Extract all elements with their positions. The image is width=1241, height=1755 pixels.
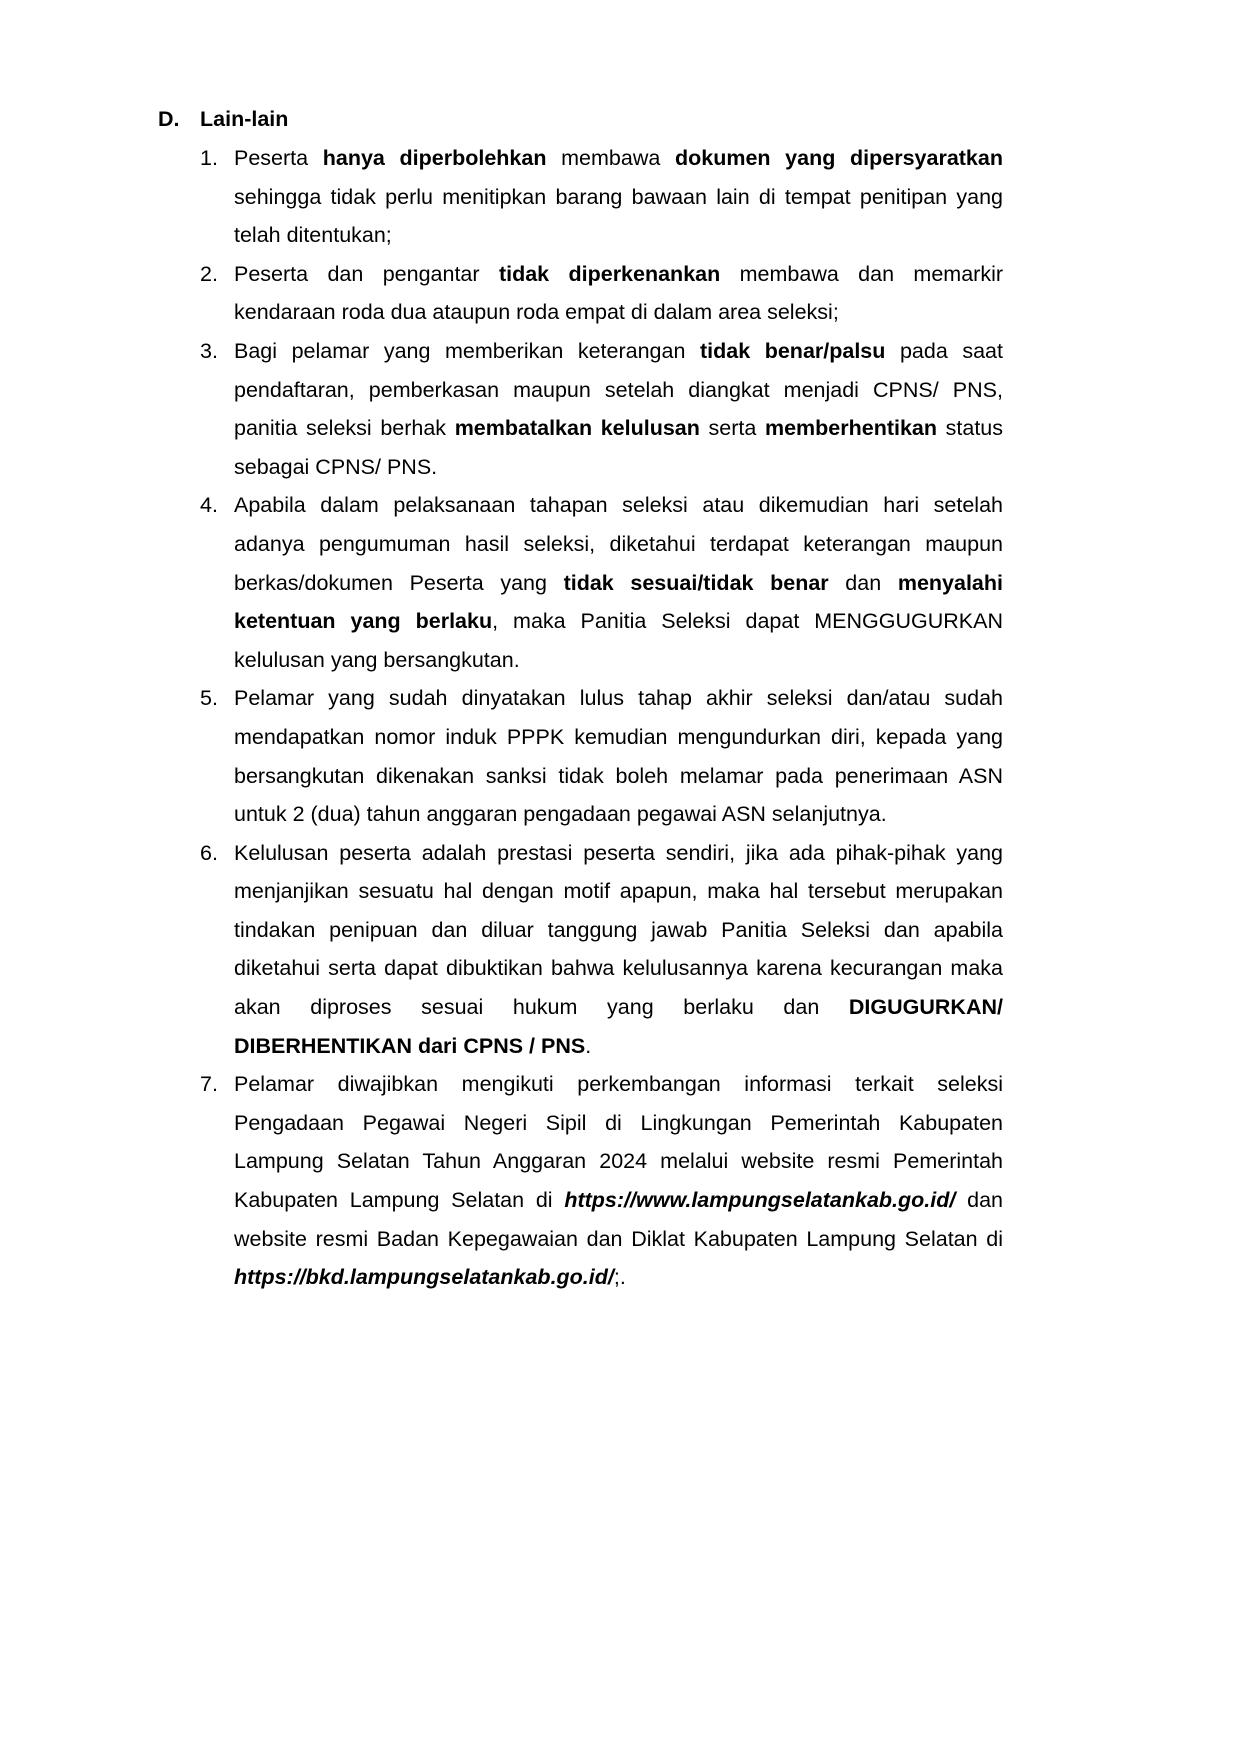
body-text: serta (699, 416, 765, 441)
list-item (200, 332, 1003, 486)
website-link[interactable]: https://bkd.lampungselatankab.go.id/ (234, 1265, 614, 1290)
body-text: ;. (613, 1265, 626, 1290)
list-item-text (234, 493, 1003, 671)
rules-list (200, 139, 1003, 1297)
list-item-text (234, 146, 1003, 247)
emphasis-text: membatalkan kelulusan (454, 416, 700, 441)
list-item (200, 834, 1003, 1066)
list-item-text (234, 841, 1003, 1058)
body-text: dan (828, 570, 898, 595)
list-item-text (234, 339, 1003, 479)
list-item-number: 6. (200, 840, 218, 865)
emphasis-text: memberhentikan (764, 416, 938, 441)
body-text: membawa dan memarkir kendaraan roda dua ataupun roda empat di dalam area seleksi; (234, 261, 1004, 325)
list-item (200, 486, 1003, 679)
body-text: Pelamar yang sudah dinyatakan lulus tahap akhir seleksi dan/atau sudah mendapatkan nomor induk PPPK kemudian mengundurkan diri, kepada yang bersangkutan dikenakan sanksi tidak boleh melamar pada penerimaan ASN untuk 2 (dua) tahun anggaran pengadaan pegawai ASN selanjutnya. (234, 686, 1003, 827)
body-text: Peserta (234, 146, 323, 170)
body-text: pada saat pendaftaran, pemberkasan maupun setelah diangkat menjadi CPNS/ PNS, panitia seleksi berhak (234, 338, 1003, 441)
body-text: sehingga tidak perlu menitipkan barang bawaan lain di tempat penitipan yang telah ditentukan; (234, 184, 1003, 248)
emphasis-text: tidak diperkenankan (498, 261, 721, 286)
section-title: Lain-lain (200, 107, 289, 131)
emphasis-text: tidak benar/palsu (699, 338, 886, 363)
body-text: membawa (546, 146, 675, 170)
body-text: status sebagai CPNS/ PNS. (234, 416, 1003, 479)
body-text: Kelulusan peserta adalah prestasi peserta sendiri, jika ada pihak-pihak yang menjanjikan sesuatu hal dengan motif apapun, maka hal tersebut merupakan tindakan penipuan dan diluar tanggung jawab Panitia Seleksi dan apabila diketahui serta dapat dibuktikan bahwa kelulusannya karena kecurangan maka akan diproses sesuai hukum yang berlaku dan (234, 840, 1003, 1020)
body-text: Apabila dalam pelaksanaan tahapan seleksi atau dikemudian hari setelah adanya pengumuman hasil seleksi, diketahui terdapat keterangan maupun berkas/dokumen Peserta yang (234, 493, 1003, 595)
body-text: , maka Panitia Seleksi dapat MENGGUGURKAN kelulusan yang bersangkutan. (234, 609, 1003, 672)
website-link[interactable]: https://www.lampungselatankab.go.id/ (564, 1188, 956, 1213)
body-text: Peserta dan pengantar (234, 261, 499, 286)
body-text: . (585, 1033, 592, 1058)
list-item (200, 1065, 1003, 1297)
emphasis-text: hanya diperbolehkan (322, 146, 547, 170)
list-item-text (234, 686, 1003, 826)
list-item-number: 5. (200, 686, 218, 711)
emphasis-text: dokumen yang dipersyaratkan (674, 146, 1003, 170)
section-heading (158, 104, 288, 134)
body-text: Pelamar diwajibkan mengikuti perkembangan informasi terkait seleksi Pengadaan Pegawai Negeri Sipil di Lingkungan Pemerintah Kabupaten Lampung Selatan Tahun Anggaran 2024 melalui website resmi Pemerintah Kabupaten Lampung Selatan di (234, 1072, 1003, 1213)
list-item-number: 3. (200, 338, 218, 363)
emphasis-text: DIGUGURKAN/ DIBERHENTIKAN dari CPNS / PNS (234, 995, 1003, 1058)
body-text: dan website resmi Badan Kepegawaian dan Diklat Kabupaten Lampung Selatan di (234, 1188, 1003, 1251)
list-item (200, 255, 1003, 332)
list-item-number: 1. (200, 146, 218, 170)
list-item-number: 2. (200, 261, 218, 286)
emphasis-text: tidak sesuai/tidak benar (563, 570, 829, 595)
list-item (200, 679, 1003, 833)
list-item-number: 7. (200, 1072, 218, 1097)
list-item (200, 139, 1003, 255)
list-item-text (234, 1072, 1003, 1289)
body-text: Bagi pelamar yang memberikan keterangan (234, 338, 700, 363)
emphasis-text: menyalahi ketentuan yang berlaku (234, 570, 1003, 634)
list-item-number: 4. (200, 493, 218, 518)
section-letter: D. (158, 107, 180, 131)
list-item-text (234, 262, 1003, 325)
